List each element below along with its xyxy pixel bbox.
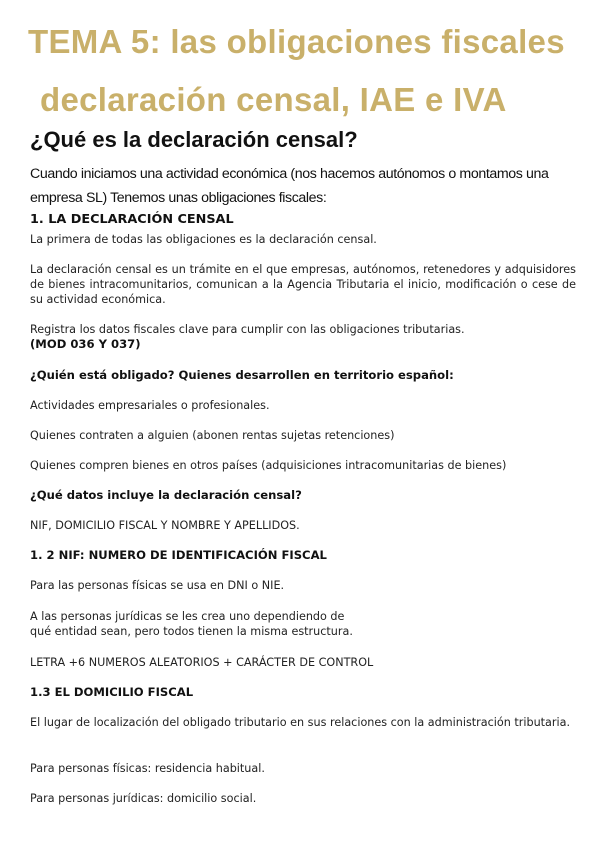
paragraph: El lugar de localización del obligado tributario en sus relaciones con la administración tributaria. [30, 716, 571, 729]
question-heading: ¿Qué datos incluye la declaración censal? [30, 488, 302, 502]
section-question-heading: ¿Qué es la declaración censal? [30, 127, 358, 152]
heading-domicilio-fiscal: 1.3 EL DOMICILIO FISCAL [30, 685, 194, 699]
list-item: Quienes contraten a alguien (abonen rentas sujetas retenciones) [30, 429, 395, 442]
paragraph: qué entidad sean, pero todos tienen la misma estructura. [30, 625, 353, 638]
intro-paragraph: Cuando iniciamos una actividad económica (nos hacemos autónomos o montamos una empresa SL) Tenemos unas obligaciones fiscales: [30, 166, 549, 206]
page-title-line-1: TEMA 5: las obligaciones fiscales [28, 23, 565, 60]
paragraph: Para personas jurídicas: domicilio social. [30, 792, 257, 805]
paragraph: Para las personas físicas se usa en DNI o NIE. [30, 579, 285, 592]
model-reference: (MOD 036 Y 037) [30, 337, 141, 351]
heading-declaracion-censal: 1. LA DECLARACIÓN CENSAL [30, 212, 234, 227]
list-item: Actividades empresariales o profesionales. [30, 399, 270, 412]
list-item: Quienes compren bienes en otros países (adquisiciones intracomunitarias de bienes) [30, 459, 507, 472]
paragraph: NIF, DOMICILIO FISCAL Y NOMBRE Y APELLIDOS. [30, 519, 300, 532]
question-heading: ¿Quién está obligado? Quienes desarrollen en territorio español: [30, 368, 454, 382]
page-title-line-2: declaración censal, IAE e IVA [40, 81, 507, 118]
paragraph: A las personas jurídicas se les crea uno dependiendo de [30, 610, 345, 623]
paragraph: Registra los datos fiscales clave para cumplir con las obligaciones tributarias. [30, 323, 465, 336]
paragraph: Para personas físicas: residencia habitual. [30, 762, 265, 775]
nif-structure: LETRA +6 NUMEROS ALEATORIOS + CARÁCTER DE CONTROL [30, 656, 374, 669]
paragraph-definition: La declaración censal es un trámite en el que empresas, autónomos, retenedores y adquisidores de bienes intracomunitarios, comunican a la Agencia Tributaria el inicio, modificación o cese de su actividad económica. [30, 263, 576, 306]
heading-nif: 1. 2 NIF: NUMERO DE IDENTIFICACIÓN FISCAL [30, 548, 327, 562]
paragraph: La primera de todas las obligaciones es la declaración censal. [30, 233, 377, 246]
